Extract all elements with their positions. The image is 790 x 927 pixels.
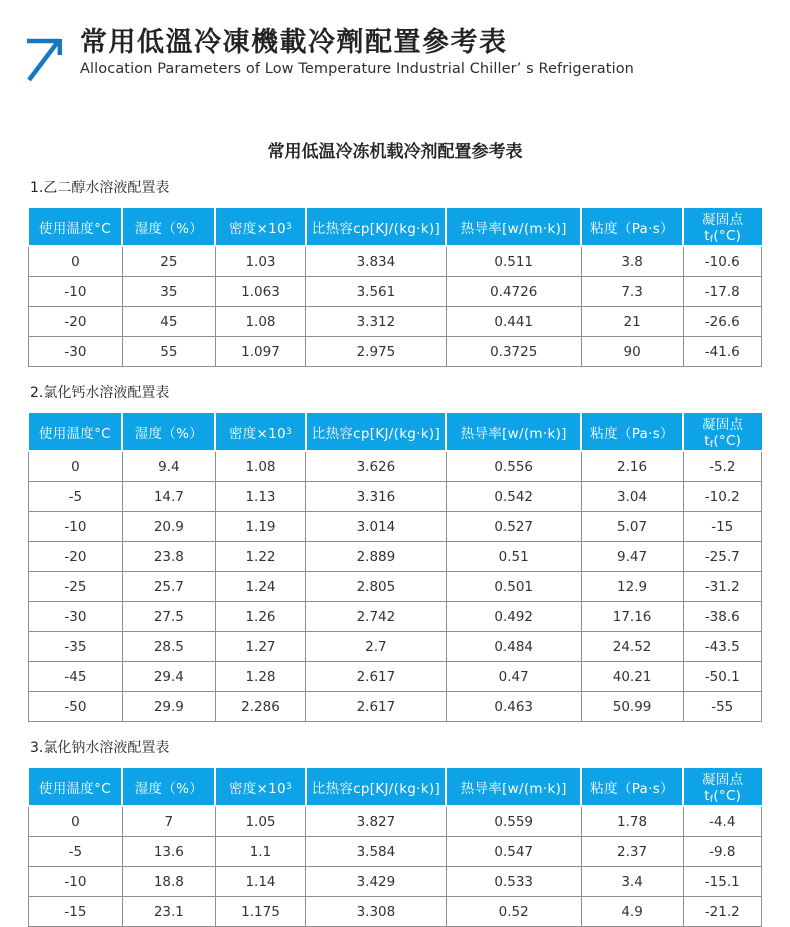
- table-cell: -21.2: [683, 897, 761, 927]
- section-sodium-chloride: [28, 737, 762, 927]
- table-cell: 1.03: [215, 246, 305, 277]
- table-cell: 0.527: [446, 512, 581, 542]
- table-row: [29, 337, 762, 367]
- table-cell: 0.511: [446, 246, 581, 277]
- column-header: 比热容cp[KJ/(kg·k)]: [306, 412, 447, 451]
- column-header: 密度$\times 10^3$: [215, 207, 305, 246]
- table-header-row: [29, 767, 762, 806]
- table-row: [29, 542, 762, 572]
- section-label: 3.氯化钠水溶液配置表: [30, 740, 170, 756]
- column-header: 湿度（%）: [122, 207, 215, 246]
- table-cell: 0.559: [446, 806, 581, 837]
- table-cell: -10.2: [683, 482, 761, 512]
- table-cell: 3.429: [306, 867, 447, 897]
- column-header: 使用温度°C: [29, 767, 123, 806]
- table-cell: 0.547: [446, 837, 581, 867]
- table-cell: 3.8: [581, 246, 683, 277]
- table-cell: -45: [29, 662, 123, 692]
- table-row: [29, 837, 762, 867]
- table-cell: -5: [29, 837, 123, 867]
- table-cell: 5.07: [581, 512, 683, 542]
- column-header: 湿度（%）: [122, 767, 215, 806]
- column-header: 粘度（Pa·s）: [581, 207, 683, 246]
- table-cell: 1.08: [215, 451, 305, 482]
- table-cell: 2.617: [306, 662, 447, 692]
- header-script-text: f: [709, 235, 714, 245]
- table-cell: -25: [29, 572, 123, 602]
- table-cell: 1.78: [581, 806, 683, 837]
- table-cell: 1.175: [215, 897, 305, 927]
- column-header: 热导率[w/(m·k)]: [446, 412, 581, 451]
- table-cell: 23.1: [122, 897, 215, 927]
- table-cell: 25.7: [122, 572, 215, 602]
- table-cell: 45: [122, 307, 215, 337]
- table-cell: 21: [581, 307, 683, 337]
- table-cell: -17.8: [683, 277, 761, 307]
- table-page-title: 常用低温冷冻机载冷剂配置参考表: [267, 142, 523, 162]
- table-cell: 3.561: [306, 277, 447, 307]
- header-script-text: 3: [285, 426, 292, 437]
- table-cell: 1.19: [215, 512, 305, 542]
- table-cell: 13.6: [122, 837, 215, 867]
- table-cell: -41.6: [683, 337, 761, 367]
- document-body: [0, 137, 790, 927]
- table-cell: -30: [29, 602, 123, 632]
- table-row: [29, 867, 762, 897]
- table-cell: 0.484: [446, 632, 581, 662]
- table-cell: 9.47: [581, 542, 683, 572]
- sodium-chloride-table: [28, 766, 762, 927]
- table-cell: 14.7: [122, 482, 215, 512]
- header-script-text: 3: [285, 221, 292, 232]
- table-row: [29, 246, 762, 277]
- table-cell: 35: [122, 277, 215, 307]
- column-header: 凝固点$t_f(^\circ C)$: [683, 767, 761, 806]
- table-cell: -10: [29, 867, 123, 897]
- table-cell: 2.286: [215, 692, 305, 722]
- column-header: 粘度（Pa·s）: [581, 767, 683, 806]
- table-cell: 25: [122, 246, 215, 277]
- table-cell: 7.3: [581, 277, 683, 307]
- table-cell: 3.308: [306, 897, 447, 927]
- table-cell: 0.47: [446, 662, 581, 692]
- table-cell: 0.4726: [446, 277, 581, 307]
- column-header: 凝固点$t_f(^\circ C)$: [683, 412, 761, 451]
- table-cell: 24.52: [581, 632, 683, 662]
- table-cell: 3.626: [306, 451, 447, 482]
- table-row: [29, 806, 762, 837]
- table-cell: 2.617: [306, 692, 447, 722]
- table-cell: 12.9: [581, 572, 683, 602]
- table-header-row: [29, 207, 762, 246]
- table-cell: -50: [29, 692, 123, 722]
- table-cell: 4.9: [581, 897, 683, 927]
- table-cell: 0.533: [446, 867, 581, 897]
- table-cell: 1.28: [215, 662, 305, 692]
- table-cell: 2.889: [306, 542, 447, 572]
- table-row: [29, 277, 762, 307]
- table-cell: 18.8: [122, 867, 215, 897]
- table-cell: 29.4: [122, 662, 215, 692]
- table-cell: 40.21: [581, 662, 683, 692]
- table-cell: 1.1: [215, 837, 305, 867]
- table-cell: 1.097: [215, 337, 305, 367]
- table-cell: 0.492: [446, 602, 581, 632]
- table-row: [29, 692, 762, 722]
- table-cell: 1.24: [215, 572, 305, 602]
- table-cell: 0.542: [446, 482, 581, 512]
- table-cell: 3.4: [581, 867, 683, 897]
- table-cell: 3.827: [306, 806, 447, 837]
- table-cell: -26.6: [683, 307, 761, 337]
- table-cell: -25.7: [683, 542, 761, 572]
- table-cell: 2.975: [306, 337, 447, 367]
- table-row: [29, 602, 762, 632]
- table-cell: 3.04: [581, 482, 683, 512]
- table-row: [29, 632, 762, 662]
- column-header: 密度$\times 10^3$: [215, 767, 305, 806]
- table-cell: 7: [122, 806, 215, 837]
- table-cell: 2.742: [306, 602, 447, 632]
- table-cell: 0.501: [446, 572, 581, 602]
- table-cell: -20: [29, 307, 123, 337]
- table-cell: 2.805: [306, 572, 447, 602]
- table-cell: -31.2: [683, 572, 761, 602]
- column-header: 比热容cp[KJ/(kg·k)]: [306, 767, 447, 806]
- table-cell: 27.5: [122, 602, 215, 632]
- table-cell: -15: [683, 512, 761, 542]
- table-cell: -15.1: [683, 867, 761, 897]
- column-header: 热导率[w/(m·k)]: [446, 767, 581, 806]
- table-cell: 0.52: [446, 897, 581, 927]
- table-cell: 1.08: [215, 307, 305, 337]
- header-script-text: f: [709, 440, 714, 450]
- table-cell: 3.312: [306, 307, 447, 337]
- table-cell: -9.8: [683, 837, 761, 867]
- table-cell: 2.37: [581, 837, 683, 867]
- table-cell: 3.584: [306, 837, 447, 867]
- column-header: 凝固点$t_f(^\circ C)$: [683, 207, 761, 246]
- brand-titles: [80, 27, 634, 77]
- table-cell: -38.6: [683, 602, 761, 632]
- column-header: 湿度（%）: [122, 412, 215, 451]
- table-cell: -55: [683, 692, 761, 722]
- header-script-text: f: [709, 795, 714, 805]
- header-script-text: 3: [285, 781, 292, 792]
- table-cell: -30: [29, 337, 123, 367]
- table-row: [29, 512, 762, 542]
- table-cell: 55: [122, 337, 215, 367]
- table-cell: 0.441: [446, 307, 581, 337]
- section-calcium-chloride: [28, 382, 762, 722]
- table-cell: -5.2: [683, 451, 761, 482]
- document-title-cn: 常用低溫冷凍機載冷劑配置參考表: [80, 27, 508, 58]
- table-cell: 0.3725: [446, 337, 581, 367]
- table-cell: 3.014: [306, 512, 447, 542]
- table-cell: 29.9: [122, 692, 215, 722]
- table-cell: 1.13: [215, 482, 305, 512]
- column-header: 粘度（Pa·s）: [581, 412, 683, 451]
- table-cell: -20: [29, 542, 123, 572]
- table-cell: 17.16: [581, 602, 683, 632]
- table-cell: 1.063: [215, 277, 305, 307]
- table-cell: -4.4: [683, 806, 761, 837]
- table-cell: 1.26: [215, 602, 305, 632]
- table-cell: -5: [29, 482, 123, 512]
- column-header: 使用温度°C: [29, 412, 123, 451]
- ethylene-glycol-table: [28, 206, 762, 367]
- table-cell: 9.4: [122, 451, 215, 482]
- table-row: [29, 482, 762, 512]
- table-cell: 0.51: [446, 542, 581, 572]
- table-cell: 28.5: [122, 632, 215, 662]
- table-cell: 1.22: [215, 542, 305, 572]
- table-cell: 3.316: [306, 482, 447, 512]
- table-cell: 2.7: [306, 632, 447, 662]
- table-cell: 90: [581, 337, 683, 367]
- table-cell: 0.556: [446, 451, 581, 482]
- section-label: 2.氯化钙水溶液配置表: [30, 385, 170, 401]
- table-cell: 0: [29, 806, 123, 837]
- table-row: [29, 451, 762, 482]
- calcium-chloride-table: [28, 411, 762, 722]
- table-row: [29, 307, 762, 337]
- column-header: 密度$\times 10^3$: [215, 412, 305, 451]
- table-cell: 3.834: [306, 246, 447, 277]
- table-cell: -10: [29, 277, 123, 307]
- column-header: 比热容cp[KJ/(kg·k)]: [306, 207, 447, 246]
- table-cell: -50.1: [683, 662, 761, 692]
- table-cell: 0: [29, 246, 123, 277]
- table-cell: 20.9: [122, 512, 215, 542]
- table-cell: 50.99: [581, 692, 683, 722]
- section-ethylene-glycol: [28, 177, 762, 367]
- arrow-up-right-icon: [24, 31, 64, 87]
- table-row: [29, 897, 762, 927]
- table-cell: 1.05: [215, 806, 305, 837]
- table-cell: 1.14: [215, 867, 305, 897]
- column-header: 使用温度°C: [29, 207, 123, 246]
- table-cell: -35: [29, 632, 123, 662]
- brand-header: [0, 0, 790, 87]
- table-cell: 0: [29, 451, 123, 482]
- document-subtitle-en: Allocation Parameters of Low Temperature Industrial Chiller’ s Refrigeration: [80, 61, 634, 78]
- table-cell: 2.16: [581, 451, 683, 482]
- table-row: [29, 662, 762, 692]
- table-cell: -10: [29, 512, 123, 542]
- table-cell: -10.6: [683, 246, 761, 277]
- table-header-row: [29, 412, 762, 451]
- column-header: 热导率[w/(m·k)]: [446, 207, 581, 246]
- table-cell: -15: [29, 897, 123, 927]
- table-cell: 23.8: [122, 542, 215, 572]
- table-row: [29, 572, 762, 602]
- table-cell: 1.27: [215, 632, 305, 662]
- table-cell: 0.463: [446, 692, 581, 722]
- section-label: 1.乙二醇水溶液配置表: [30, 180, 170, 196]
- table-cell: -43.5: [683, 632, 761, 662]
